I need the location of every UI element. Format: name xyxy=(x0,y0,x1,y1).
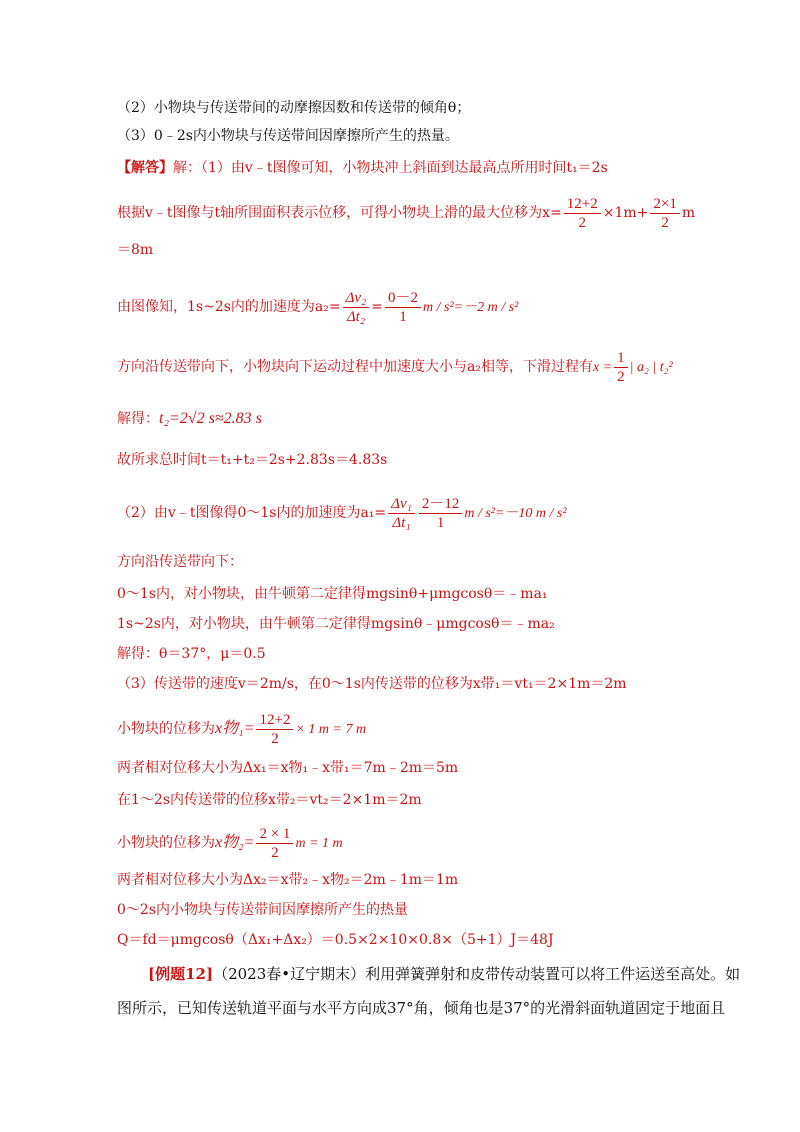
descend-line xyxy=(117,344,673,391)
denominator: Δt₂ xyxy=(346,308,366,325)
example-text: （2023春•辽宁期末）利用弹簧弹射和皮带传动装置可以将工件运送至高处。如 xyxy=(213,965,741,983)
fraction xyxy=(343,289,370,326)
text: 小物块的位移为 xyxy=(117,835,215,851)
numerator: Δv₂ xyxy=(343,289,370,308)
text: 解得： xyxy=(117,411,159,427)
block-displacement-1 xyxy=(117,706,366,753)
numerator: 12+2 xyxy=(564,195,601,214)
example-label: [例题12] xyxy=(148,965,214,983)
numerator: 0－2 xyxy=(385,289,421,308)
text: 由图像知，1s~2s内的加速度为a₂= xyxy=(117,299,341,315)
numerator: 2－12 xyxy=(419,495,463,514)
newton-eq-1: 0～1s内，对小物块，由牛顿第二定律得mgsinθ+μmgcosθ＝﹣ma₁ xyxy=(117,586,548,602)
question-part-3: （3）0﹣2s内小物块与传送带间因摩擦所产生的热量。 xyxy=(117,128,459,144)
math-text: x = xyxy=(592,360,613,375)
math-text: | a₂ | t₂² xyxy=(629,360,673,375)
fraction xyxy=(388,495,415,532)
fraction xyxy=(650,195,679,232)
heat-result-line: Q＝fd＝μmgcosθ（Δx₁+Δx₂）＝0.5×2×10×0.8×（5+1）J＝48J xyxy=(117,932,554,948)
newton-eq-2: 1s~2s内，对小物块，由牛顿第二定律得mgsinθ﹣μmgcosθ＝﹣ma₂ xyxy=(117,616,555,632)
denominator: 2 xyxy=(661,214,669,231)
math-text: t₂=2√2 s≈2.83 s xyxy=(159,410,262,427)
displacement-result: ＝8m xyxy=(117,242,154,258)
belt-displacement-2: 在1～2s内传送带的位移x带₂＝vt₂＝2×1m＝2m xyxy=(117,792,422,808)
fraction xyxy=(385,289,421,326)
numerator: 2×1 xyxy=(650,195,679,214)
text: = xyxy=(371,299,384,315)
max-displacement-line xyxy=(117,190,695,236)
numerator: Δv₁ xyxy=(388,495,415,514)
math-text: × 1 m = 7 m xyxy=(295,722,367,737)
numerator: 2 × 1 xyxy=(256,825,293,844)
heat-title-line: 0～2s内小物块与传送带间因摩擦所产生的热量 xyxy=(117,902,408,918)
denominator: 1 xyxy=(436,514,445,531)
fraction xyxy=(256,711,293,748)
relative-displacement-1: 两者相对位移大小为Δx₁＝x物₁﹣x带₁＝7m﹣2m＝5m xyxy=(117,760,459,776)
text: （2）由v﹣t图像得0～1s内的加速度为a₁= xyxy=(117,505,387,521)
acceleration-1-line xyxy=(117,490,567,537)
text: 根据v﹣t图像与t轴所围面积表示位移，可得小物块上滑的最大位移为x= xyxy=(117,205,562,221)
acceleration-2-line xyxy=(117,284,518,331)
fraction xyxy=(419,495,463,532)
solve-t2-line xyxy=(117,406,262,432)
solve-angle-line: 解得：θ＝37°，μ＝0.5 xyxy=(117,646,266,662)
answer-label: 【解答】 xyxy=(117,160,173,176)
block-displacement-2 xyxy=(117,820,343,867)
numerator: 12+2 xyxy=(256,711,293,730)
text: 方向沿传送带向下，小物块向下运动过程中加速度大小与a₂相等，下滑过程有 xyxy=(117,359,593,375)
denominator: 2 xyxy=(578,214,587,231)
math-text: m = 1 m xyxy=(295,836,343,851)
math-text: m / s²=－10 m / s² xyxy=(464,506,567,521)
example-12-line-2: 图所示，已知传送轨道平面与水平方向成37°角，倾角也是37°的光滑斜面轨道固定于地面且 xyxy=(117,999,726,1017)
denominator: Δt₁ xyxy=(392,514,411,531)
math-text: x物₂= xyxy=(215,834,255,851)
denominator: 1 xyxy=(399,308,407,325)
fraction xyxy=(614,349,628,386)
answer-line-1 xyxy=(117,158,608,178)
question-part-2: （2）小物块与传送带间的动摩擦因数和传送带的倾角θ； xyxy=(117,100,471,116)
answer-text-1: 解：（1）由v﹣t图像可知，小物块冲上斜面到达最高点所用时间t₁＝2s xyxy=(173,160,608,176)
total-time-line: 故所求总时间t＝t₁+t₂＝2s+2.83s＝4.83s xyxy=(117,452,388,468)
math-text: x物₁= xyxy=(215,720,255,737)
relative-displacement-2: 两者相对位移大小为Δx₂＝x带₂﹣x物₂＝2m﹣1m＝1m xyxy=(117,872,459,888)
math-text: m / s²=－2 m / s² xyxy=(423,300,519,315)
belt-displacement-1: （3）传送带的速度v＝2m/s，在0～1s内传送带的位移为x带₁＝vt₁＝2×1m＝2m xyxy=(117,676,627,692)
denominator: 2 xyxy=(271,730,279,747)
text: ×1m+ xyxy=(602,205,649,221)
fraction xyxy=(564,195,601,232)
text: m xyxy=(681,205,696,221)
text: 小物块的位移为 xyxy=(117,721,215,737)
direction-line: 方向沿传送带向下： xyxy=(117,554,243,570)
denominator: 2 xyxy=(617,368,625,385)
numerator: 1 xyxy=(614,349,628,368)
denominator: 2 xyxy=(271,844,279,861)
fraction xyxy=(256,825,293,862)
example-12-line xyxy=(148,962,740,986)
